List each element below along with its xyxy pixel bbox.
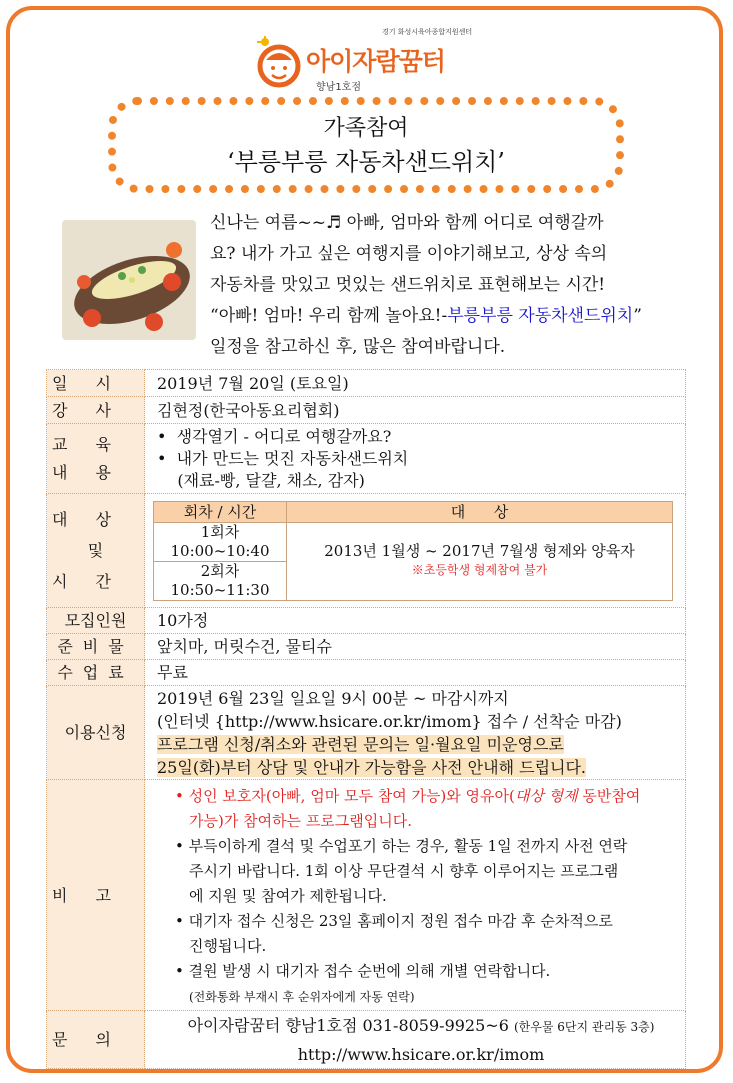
session-1: 1회차 10:00~10:40 xyxy=(154,522,287,561)
title-line2: ‘부릉부릉 자동차샌드위치’ xyxy=(227,148,505,176)
recruit-label: 모집인원 xyxy=(47,608,145,634)
table-row xyxy=(47,1011,686,1069)
fee-label: 수업료 xyxy=(47,660,145,686)
target-header: 대 상 xyxy=(287,501,673,522)
prep-label: 준비물 xyxy=(47,634,145,660)
content-label: 교육 내용 xyxy=(47,424,145,494)
sandwich-car-image xyxy=(62,220,196,340)
apply-value: 2019년 6월 23일 일요일 9시 00분 ~ 마감시까지 (인터넷 {http://www.hsicare.or.kr/imom} 접수 / 선착순 마감) 프로그램 신청/취소와 관련된 문의는 일·월요일 미운영으로 25일(화)부터 상담 및 안내가 가능함을 사전 안내해 드립니다. xyxy=(145,686,686,780)
list-item: • 대기자 접수 신청은 23일 홈페이지 정원 접수 마감 후 순차적으로 진행됩니다. xyxy=(175,912,613,955)
intro-line: 요? 내가 가고 싶은 여행지를 이야기해보고, 상상 속의 xyxy=(210,244,608,264)
schedule-table xyxy=(153,501,673,601)
table-row xyxy=(47,686,686,780)
date-label: 일시 xyxy=(47,370,145,397)
list-item: • 성인 보호자(아빠, 엄마 모두 참여 가능)와 영유아(대상 형제 동반참여 가능)가 참여하는 프로그램입니다. xyxy=(175,787,641,830)
intro-line: 일정을 참고하신 후, 많은 참여바랍니다. xyxy=(210,337,506,357)
prep-value: 앞치마, 머릿수건, 물티슈 xyxy=(145,634,686,660)
session-header: 회차 / 시간 xyxy=(154,501,287,522)
remark-label: 비고 xyxy=(47,780,145,1011)
intro-line: 신나는 여름~~♬ 아빠, 엄마와 함께 어디로 여행갈까 xyxy=(210,213,604,233)
table-row xyxy=(47,608,686,634)
list-item: (재료-빵, 달걀, 채소, 감자) xyxy=(157,470,365,490)
list-item: • 내가 만드는 멋진 자동차샌드위치 xyxy=(157,448,409,468)
contact-url[interactable]: http://www.hsicare.or.kr/imom xyxy=(297,1044,545,1064)
list-item: • 부득이하게 결석 및 수업포기 하는 경우, 활동 1일 전까지 사전 연락 주시기 바랍니다. 1회 이상 무단결석 시 향후 이루어지는 프로그램 에 지원 및 참여가 제한됩니다. xyxy=(175,837,628,905)
table-row xyxy=(47,494,686,608)
logo-branch: 향남1호점 xyxy=(316,82,362,93)
list-item: • 결원 발생 시 대기자 접수 순번에 의해 개별 연락합니다. (전화통화 부재시 후 순위자에게 자동 연락) xyxy=(175,962,551,1004)
table-row xyxy=(47,634,686,660)
table-row xyxy=(47,424,686,494)
content-value xyxy=(145,424,686,494)
apply-label: 이용신청 xyxy=(47,686,145,780)
table-row xyxy=(47,397,686,424)
intro-text xyxy=(210,208,690,363)
date-value: 2019년 7월 20일 (토요일) xyxy=(145,370,686,397)
target-value xyxy=(145,494,686,608)
table-row xyxy=(47,370,686,397)
recruit-value: 10가정 xyxy=(145,608,686,634)
title-line1: 가족참여 xyxy=(323,116,409,141)
intro-line: 자동차를 맛있고 멋있는 샌드위치로 표현해보는 시간! xyxy=(210,275,606,295)
child-face-icon xyxy=(256,36,302,88)
instructor-label: 강사 xyxy=(47,397,145,424)
sandwich-car-photo xyxy=(62,220,196,340)
logo-org: 경기 화성시육아종합지원센터 xyxy=(382,28,473,36)
logo-brand: 아이자람꿈터 xyxy=(306,47,445,76)
target-cell: 2013년 1월생 ~ 2017년 7월생 형제와 양육자 ※초등학생 형제참여 불가 xyxy=(287,522,673,600)
table-row xyxy=(47,780,686,1011)
program-info-table xyxy=(46,369,686,1069)
list-item: • 생각열기 - 어디로 여행갈까요? xyxy=(157,426,392,446)
table-row xyxy=(47,660,686,686)
instructor-value: 김현정(한국아동요리협회) xyxy=(145,397,686,424)
remark-value xyxy=(145,780,686,1011)
fee-value: 무료 xyxy=(145,660,686,686)
contact-value: 아이자람꿈터 향남1호점 031-8059-9925~6 (한우물 6단지 관리동 3층) http://www.hsicare.or.kr/imom xyxy=(145,1011,686,1069)
intro-line: “아빠! 엄마! 우리 함께 놀아요!-부릉부릉 자동차샌드위치” xyxy=(210,306,642,326)
target-label: 대상 및 시간 xyxy=(47,494,145,608)
contact-label: 문의 xyxy=(47,1011,145,1069)
session-2: 2회차 10:50~11:30 xyxy=(154,561,287,600)
title-box xyxy=(108,97,624,193)
logo xyxy=(256,26,496,96)
